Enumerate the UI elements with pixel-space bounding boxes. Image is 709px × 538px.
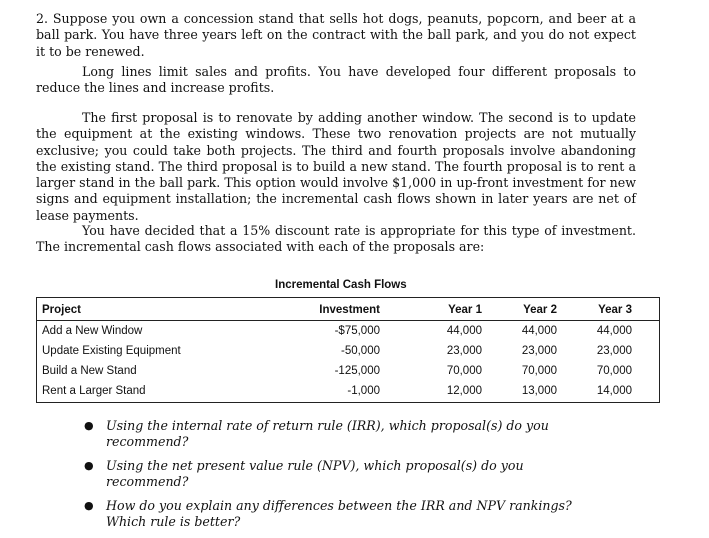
table-cell: -$75,000 (334, 325, 380, 337)
question-irr: Using the internal rate of return rule (IRR), which proposal(s) do you recommend? (106, 418, 549, 449)
table-cell: 70,000 (446, 365, 482, 377)
table-cell: Rent a Larger Stand (42, 385, 146, 397)
question-npv: Using the net present value rule (NPV), which proposal(s) do you recommend? (106, 458, 524, 489)
question-differences: How do you explain any differences between the IRR and NPV rankings? Which rule is better? (106, 498, 572, 529)
bullet-icon: ● (84, 499, 94, 512)
discount-rate-text: You have decided that a 15% discount rate is appropriate for this type of investment. The incremental cash flows associated with each of the proposals are: (36, 223, 636, 255)
list-item (84, 418, 594, 450)
table-title: Incremental Cash Flows (275, 279, 407, 291)
question-list (84, 418, 594, 538)
table-cell: 70,000 (521, 365, 557, 377)
table-cell: -1,000 (347, 385, 380, 397)
bullet-icon: ● (84, 459, 94, 472)
table-cell: Update Existing Equipment (42, 345, 181, 357)
header-divider (37, 320, 659, 321)
header-investment: Investment (319, 304, 380, 316)
table-cell: 23,000 (521, 345, 557, 357)
cash-flow-table (36, 297, 660, 403)
problem-context: Long lines limit sales and profits. You have developed four different proposals to reduce the lines and increase profits. (36, 64, 636, 96)
table-cell: 44,000 (596, 325, 632, 337)
table-cell: 44,000 (446, 325, 482, 337)
table-cell: Add a New Window (42, 325, 143, 337)
header-project: Project (42, 304, 81, 316)
header-year-2: Year 2 (523, 304, 557, 316)
bullet-icon: ● (84, 419, 94, 432)
proposals-description: The first proposal is to renovate by adding another window. The second is to update the equipment at the existing windows. These two renovation projects are not mutually exclusive; you could take both projects. The third and fourth proposals involve abandoning the existing stand. The third proposal is to build a new stand. The fourth proposal is to rent a larger stand in the ball park. This option would involve $1,000 in up-front investment for new signs and equipment installation; the incremental cash flows shown in later years are net of lease payments. (36, 110, 636, 223)
table-cell: 12,000 (446, 385, 482, 397)
table-cell: 14,000 (596, 385, 632, 397)
table-cell: Build a New Stand (42, 365, 137, 377)
table-cell: 70,000 (596, 365, 632, 377)
list-item (84, 458, 594, 490)
header-year-3: Year 3 (598, 304, 632, 316)
table-cell: -50,000 (340, 345, 380, 357)
table-cell: -125,000 (334, 365, 380, 377)
table-cell: 23,000 (596, 345, 632, 357)
table-cell: 13,000 (521, 385, 557, 397)
table-cell: 23,000 (446, 345, 482, 357)
problem-intro: 2. Suppose you own a concession stand that sells hot dogs, peanuts, popcorn, and beer at a ball park. You have three years left on the contract with the ball park, and you do not expect it to be renewed. (36, 11, 636, 59)
list-item (84, 498, 594, 530)
header-year-1: Year 1 (448, 304, 482, 316)
table-cell: 44,000 (521, 325, 557, 337)
